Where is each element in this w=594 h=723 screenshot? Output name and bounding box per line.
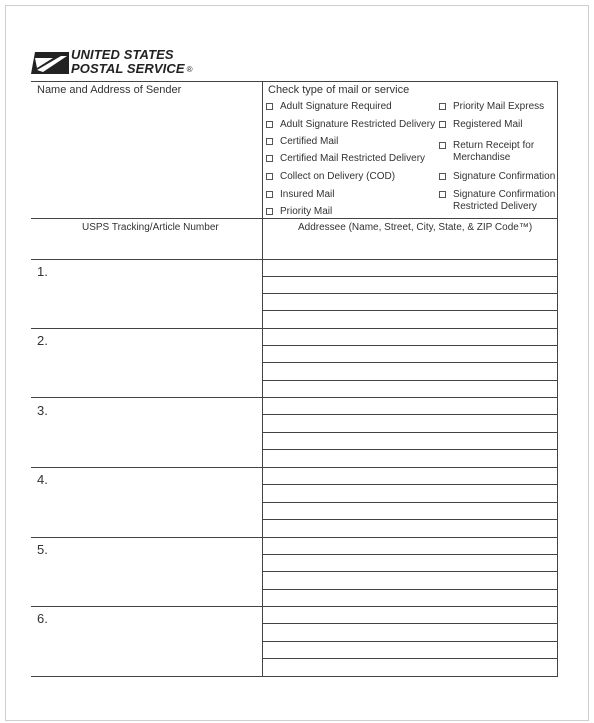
checkbox-icon[interactable] <box>266 155 273 162</box>
checkbox-priority-mail[interactable] <box>266 206 332 218</box>
option-label: Registered Mail <box>453 119 523 130</box>
checkbox-icon[interactable] <box>439 103 446 110</box>
address-line[interactable] <box>263 345 557 346</box>
address-line[interactable] <box>263 310 557 311</box>
header-separator <box>31 218 557 219</box>
option-label-line2: Restricted Delivery <box>453 201 537 212</box>
logo-line-united-states: UNITED STATES <box>71 47 174 62</box>
option-label: Priority Mail Express <box>453 101 545 112</box>
option-label: Signature Confirmation <box>453 171 556 182</box>
option-label: Certified Mail <box>280 136 339 147</box>
option-label: Priority Mail <box>280 206 333 217</box>
address-line[interactable] <box>263 554 557 555</box>
checkbox-certified-mail[interactable] <box>266 136 338 148</box>
form-middle-divider <box>262 81 263 677</box>
address-line[interactable] <box>263 519 557 520</box>
checkbox-adult-signature-required[interactable] <box>266 101 392 113</box>
sender-label: Name and Address of Sender <box>37 84 182 96</box>
checkbox-icon[interactable] <box>266 173 273 180</box>
form-top-rule <box>31 81 557 82</box>
option-label-line2: Merchandise <box>453 152 511 163</box>
address-line[interactable] <box>263 502 557 503</box>
address-line[interactable] <box>263 589 557 590</box>
address-line[interactable] <box>263 414 557 415</box>
option-label <box>453 189 555 213</box>
registered-mark: ® <box>186 64 193 74</box>
column-header-separator <box>31 259 557 260</box>
row-number-1: 1. <box>37 264 48 279</box>
form-right-border <box>557 81 558 677</box>
logo-postal-service-text: POSTAL SERVICE <box>71 61 185 76</box>
address-line[interactable] <box>263 658 557 659</box>
usps-wordmark <box>71 48 193 77</box>
tracking-number-header: USPS Tracking/Article Number <box>82 222 219 233</box>
checkbox-icon[interactable] <box>266 191 273 198</box>
checkbox-return-receipt[interactable] <box>439 140 534 164</box>
checkbox-adult-signature-restricted[interactable] <box>266 119 435 131</box>
checkbox-icon[interactable] <box>266 103 273 110</box>
option-label: Adult Signature Required <box>280 101 392 112</box>
row-number-3: 3. <box>37 403 48 418</box>
checkbox-icon[interactable] <box>439 173 446 180</box>
checkbox-signature-confirmation-restricted[interactable] <box>439 189 555 213</box>
row-number-2: 2. <box>37 333 48 348</box>
address-line[interactable] <box>263 293 557 294</box>
checkbox-insured-mail[interactable] <box>266 189 334 201</box>
option-label: Adult Signature Restricted Delivery <box>280 119 436 130</box>
checkbox-icon[interactable] <box>439 121 446 128</box>
option-label: Insured Mail <box>280 189 335 200</box>
service-label: Check type of mail or service <box>268 84 410 96</box>
checkbox-icon[interactable] <box>439 191 446 198</box>
checkbox-icon[interactable] <box>266 138 273 145</box>
row-number-5: 5. <box>37 542 48 557</box>
checkbox-registered-mail[interactable] <box>439 119 522 131</box>
checkbox-certified-mail-restricted[interactable] <box>266 153 425 165</box>
checkbox-icon[interactable] <box>266 208 273 215</box>
row-separator-3 <box>31 467 557 468</box>
checkbox-priority-mail-express[interactable] <box>439 101 544 113</box>
logo-line-postal-service <box>71 62 193 77</box>
checkbox-signature-confirmation[interactable] <box>439 171 555 183</box>
option-label: Collect on Delivery (COD) <box>280 171 396 182</box>
row-separator-6 <box>31 676 557 677</box>
addressee-header: Addressee (Name, Street, City, State, & ZIP Code™) <box>298 222 533 233</box>
usps-eagle-logo <box>31 50 69 76</box>
checkbox-icon[interactable] <box>266 121 273 128</box>
address-line[interactable] <box>263 449 557 450</box>
checkbox-collect-on-delivery[interactable] <box>266 171 395 183</box>
checkbox-icon[interactable] <box>439 142 446 149</box>
address-line[interactable] <box>263 641 557 642</box>
address-line[interactable] <box>263 362 557 363</box>
option-label-line1: Return Receipt for <box>453 140 535 151</box>
address-line[interactable] <box>263 484 557 485</box>
row-number-6: 6. <box>37 611 48 626</box>
row-separator-4 <box>31 537 557 538</box>
row-separator-5 <box>31 606 557 607</box>
option-label: Certified Mail Restricted Delivery <box>280 153 426 164</box>
option-label-line1: Signature Confirmation <box>453 189 556 200</box>
row-number-4: 4. <box>37 472 48 487</box>
address-line[interactable] <box>263 571 557 572</box>
address-line[interactable] <box>263 276 557 277</box>
address-line[interactable] <box>263 432 557 433</box>
row-separator-2 <box>31 397 557 398</box>
option-label <box>453 140 534 164</box>
row-separator-1 <box>31 328 557 329</box>
address-line[interactable] <box>263 623 557 624</box>
address-line[interactable] <box>263 380 557 381</box>
